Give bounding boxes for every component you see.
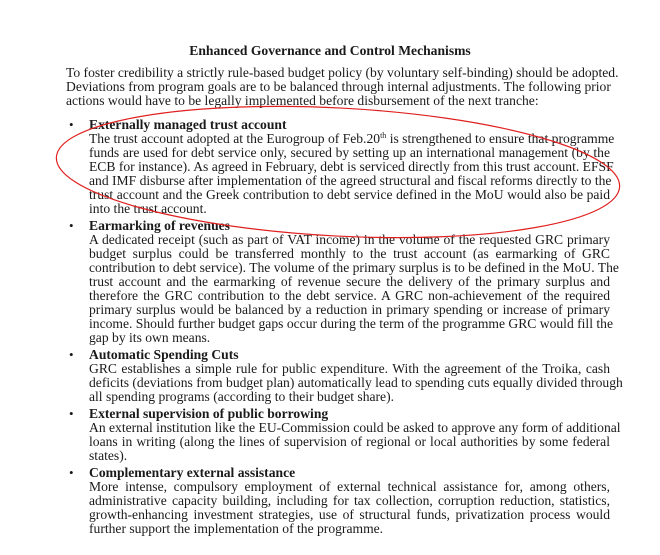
intro-paragraph <box>66 65 619 108</box>
item-body-line: gap by its own means. <box>89 330 211 345</box>
list-item <box>66 347 623 404</box>
item-body-line: ECB for instance). As agreed in February, debt is serviced directly from this trust account. EFSF <box>89 159 614 174</box>
item-body-line: A dedicated receipt (such as part of VAT income) in the volume of the requested GRC primary <box>89 232 610 247</box>
item-body-line: trust account and the Greek contribution to debt service defined in the MoU would also be paid <box>89 187 610 202</box>
item-body-line: contribution to debt service). The volume of the primary surplus is to be defined in the MoU. The <box>89 260 619 275</box>
item-body-line: deficits (deviations from budget plan) automatically lead to spending cuts equally divided through <box>89 375 623 390</box>
item-body-line: budget surplus could be transferred monthly to the trust account (as earmarking of GRC <box>89 246 610 261</box>
document-title: Enhanced Governance and Control Mechanisms <box>189 43 471 58</box>
bullet-icon: • <box>69 347 74 362</box>
item-body-line: loans in writing (along the lines of supervision of regional or local authorities by some federal <box>89 434 610 449</box>
list-item <box>66 117 615 216</box>
list-item <box>66 466 610 536</box>
item-heading: Complementary external assistance <box>89 465 296 480</box>
item-body-line: primary surplus would be balanced by a reduction in primary spending or increase of primary <box>89 302 610 317</box>
item-body-line: growth-enhancing investment strategies, use of structural funds, privatization process would <box>89 507 610 522</box>
measures-list <box>66 117 623 539</box>
list-item <box>66 218 619 345</box>
item-body-line: and IMF disburse after implementation of the agreed structural and fiscal reforms directly to the <box>89 173 612 188</box>
item-body-line: funds are used for debt service only, secured by setting up an international management (by the <box>89 145 610 160</box>
bullet-icon: • <box>69 465 74 480</box>
item-body-line: income. Should further budget gaps occur during the term of the programme GRC would fill the <box>89 316 613 331</box>
intro-line: To foster credibility a strictly rule-based budget policy (by voluntary self-binding) should be adopted. <box>66 65 619 80</box>
bullet-icon: • <box>69 406 74 421</box>
item-body-line: More intense, compulsory employment of external technical assistance for, among others, <box>89 479 610 494</box>
intro-line: Deviations from program goals are to be balanced through internal adjustments. The following prior <box>66 79 611 94</box>
intro-line: actions would have to be legally implemented before disbursement of the next tranche: <box>66 93 539 108</box>
item-body-line: states). <box>89 448 128 463</box>
item-body-line: all spending programs (according to their budget share). <box>89 389 395 404</box>
item-heading: Earmarking of revenues <box>89 218 230 233</box>
list-item <box>66 406 621 463</box>
item-heading: Externally managed trust account <box>89 117 287 132</box>
item-body-line: GRC establishes a simple rule for public expenditure. With the agreement of the Troika, cash <box>89 361 610 376</box>
item-body-line: therefore the GRC contribution to the debt service. A GRC non-achievement of the required <box>89 288 610 303</box>
item-body-line: administrative capacity building, including for tax collection, corruption reduction, statistics, <box>89 493 610 508</box>
bullet-icon: • <box>69 218 74 233</box>
item-heading: Automatic Spending Cuts <box>89 347 239 362</box>
item-body-line: into the trust account. <box>89 201 207 216</box>
item-body-line: An external institution like the EU-Commission could be asked to approve any form of additional <box>89 420 621 435</box>
bullet-icon: • <box>69 117 74 132</box>
item-heading: External supervision of public borrowing <box>89 406 329 421</box>
item-body-line: trust account and the earmarking of revenue secure the delivery of the primary surplus and <box>89 274 610 289</box>
item-body-line: further support the implementation of the programme. <box>89 521 384 536</box>
item-body-line: The trust account adopted at the Eurogroup of Feb.20th is strengthened to ensure that programme <box>89 131 615 146</box>
